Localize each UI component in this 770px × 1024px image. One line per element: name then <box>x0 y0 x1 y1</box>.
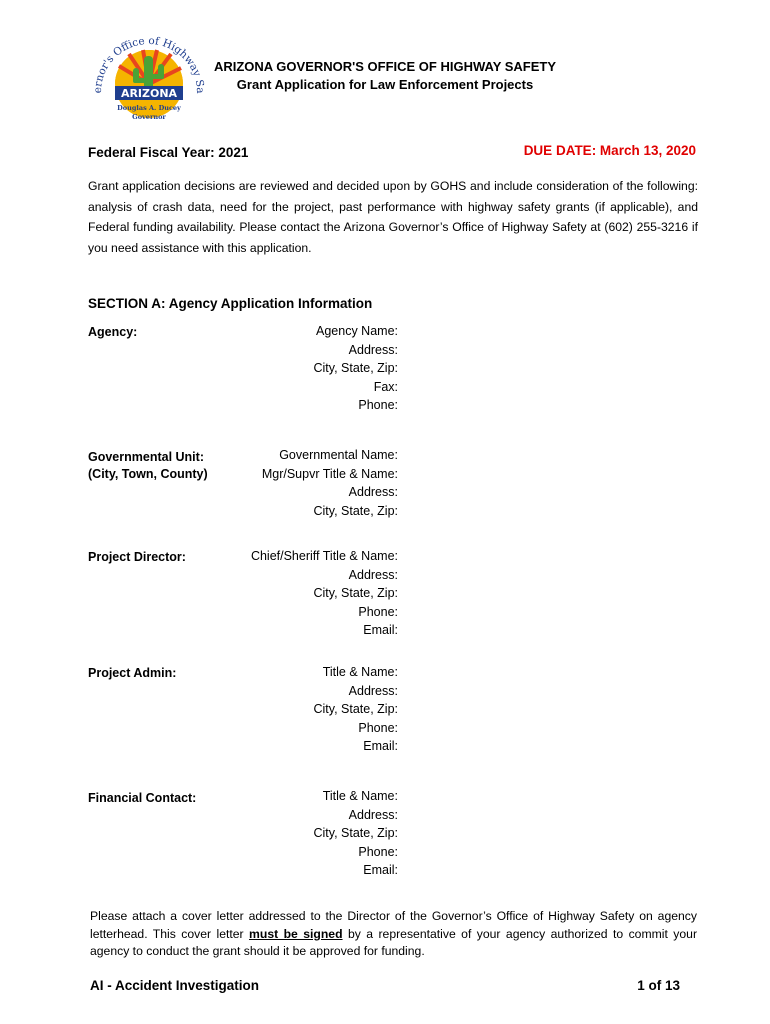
field-label: Agency Name: <box>316 324 398 338</box>
field-label: Title & Name: <box>322 789 398 803</box>
group-label-line: Agency: <box>88 325 138 339</box>
field-label: Address: <box>348 683 398 698</box>
group-fields <box>313 322 398 415</box>
footer-program: AI - Accident Investigation <box>90 978 260 993</box>
group-fields <box>313 663 398 756</box>
page-number: 1 of 13 <box>637 978 680 993</box>
group-fields <box>251 547 398 640</box>
group-label-line: Financial Contact: <box>88 791 197 805</box>
group-fields <box>313 787 398 880</box>
field-label: City, State, Zip: <box>313 503 398 518</box>
group-label-line: (City, Town, County) <box>88 467 208 481</box>
field-label: City, State, Zip: <box>313 702 398 716</box>
field-label: Title & Name: <box>322 665 398 679</box>
logo-arc-text: ernor's Office of Highway Sa <box>93 34 205 94</box>
field-label: Email: <box>363 739 398 753</box>
group-label-line: Project Director: <box>88 550 186 564</box>
group-label <box>88 790 196 807</box>
field-label: Address: <box>348 342 398 357</box>
group-label <box>88 324 137 341</box>
form-title: Grant Application for Law Enforcement Projects <box>236 77 534 92</box>
field-label: City, State, Zip: <box>313 361 398 375</box>
svg-text:Douglas A. Ducey: Douglas A. Ducey <box>117 104 181 112</box>
svg-text:Governor: Governor <box>132 113 166 121</box>
field-label: Email: <box>363 863 398 877</box>
cover-letter-note <box>90 908 697 961</box>
field-label: Email: <box>363 623 398 637</box>
group-fields <box>262 446 398 520</box>
field-label: City, State, Zip: <box>313 826 398 840</box>
field-label: Fax: <box>373 379 398 394</box>
group-label <box>88 549 186 566</box>
agency-title: ARIZONA GOVERNOR'S OFFICE OF HIGHWAY SAFETY <box>213 59 557 74</box>
group-label <box>88 449 208 483</box>
note-emphasis: must be signed <box>249 926 343 941</box>
group-label <box>88 665 176 682</box>
intro-paragraph: Grant application decisions are reviewed and decided upon by GOHS and include consideration of the following: analysis of crash data, need for the project, past performance with highway safety grants (if applicable), and Federal funding availability. Please contact the Arizona Governor’s Office of Highway Safety at (602) 255-3216 if you need assistance with this application. <box>88 179 698 255</box>
field-label: Address: <box>348 567 398 582</box>
field-label: Address: <box>348 807 398 822</box>
field-label: Governmental Name: <box>279 448 398 462</box>
fiscal-year: Federal Fiscal Year: 2021 <box>88 145 249 160</box>
field-label: Phone: <box>358 604 398 619</box>
field-label: City, State, Zip: <box>313 586 398 600</box>
note-text-before: Please attach a cover letter addressed to the Director of the Governor’s Office of Highway Safety on agency letterhead. This cover letter <box>90 909 697 941</box>
field-label: Mgr/Supvr Title & Name: <box>261 466 398 481</box>
field-label: Phone: <box>358 398 398 412</box>
field-label: Phone: <box>358 844 398 859</box>
due-date: DUE DATE: March 13, 2020 <box>523 143 696 158</box>
svg-text:ARIZONA: ARIZONA <box>120 87 178 100</box>
field-label: Phone: <box>358 720 398 735</box>
gohs-logo <box>93 26 205 126</box>
field-label: Address: <box>348 485 398 499</box>
section-a-title: SECTION A: Agency Application Information <box>88 296 373 311</box>
field-label: Chief/Sheriff Title & Name: <box>250 549 398 563</box>
note-text-after: by a representative of your agency authorized to commit your agency to conduct the grant should it be approved for funding. <box>90 926 698 958</box>
group-label-line: Project Admin: <box>88 666 177 680</box>
group-label-line: Governmental Unit: <box>88 450 204 464</box>
